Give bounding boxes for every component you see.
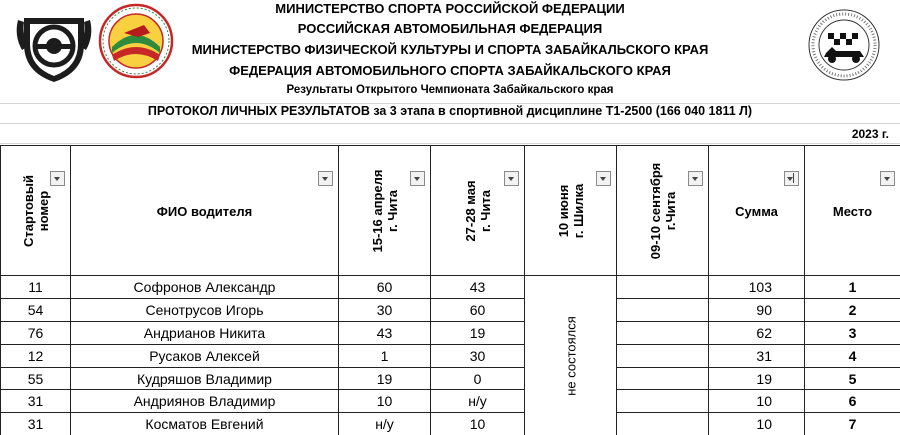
stage1-cell: 43 xyxy=(339,321,431,344)
sum-cell: 90 xyxy=(709,298,805,321)
column-header-name xyxy=(71,146,339,276)
start-number-cell: 54 xyxy=(1,298,71,321)
place-cell: 1 xyxy=(805,276,900,299)
place-label: Место xyxy=(832,204,873,219)
start-number-cell: 76 xyxy=(1,321,71,344)
stage1-cell: 60 xyxy=(339,276,431,299)
column-header-stage1 xyxy=(339,146,431,276)
place-cell: 4 xyxy=(805,344,900,367)
filter-dropdown-icon[interactable] xyxy=(410,171,425,186)
table-row xyxy=(1,276,900,299)
stage3-label: 10 июня г. Шилка xyxy=(555,183,586,238)
sum-cell: 103 xyxy=(709,276,805,299)
place-cell: 5 xyxy=(805,367,900,390)
column-header-start-number xyxy=(1,146,71,276)
header-ministry-sport: МИНИСТЕРСТВО СПОРТА РОССИЙСКОЙ ФЕДЕРАЦИИ xyxy=(275,1,625,16)
driver-name-cell: Софронов Александр xyxy=(71,276,339,299)
start-number-cell: 55 xyxy=(1,367,71,390)
place-cell: 6 xyxy=(805,390,900,413)
table-row xyxy=(1,367,900,390)
column-header-stage4 xyxy=(617,146,709,276)
stage3-cancelled-cell xyxy=(525,276,617,435)
driver-name-cell: Кудряшов Владимир xyxy=(71,367,339,390)
name-label: ФИО водителя xyxy=(156,204,253,219)
stage1-cell: 10 xyxy=(339,390,431,413)
stage1-cell: 1 xyxy=(339,344,431,367)
stage2-cell: 0 xyxy=(431,367,525,390)
table-row xyxy=(1,390,900,413)
stage2-cell: 19 xyxy=(431,321,525,344)
column-header-stage3 xyxy=(525,146,617,276)
start-number-label: Стартовый номер xyxy=(20,174,51,247)
sum-cell: 62 xyxy=(709,321,805,344)
stage4-cell xyxy=(617,413,709,435)
table-row xyxy=(1,344,900,367)
column-header-place xyxy=(805,146,900,276)
sum-label: Сумма xyxy=(735,204,778,219)
gridline xyxy=(0,143,900,144)
place-cell: 7 xyxy=(805,413,900,435)
gridline xyxy=(0,103,900,104)
filter-dropdown-icon[interactable] xyxy=(504,171,519,186)
stage1-cell: 19 xyxy=(339,367,431,390)
column-header-stage2 xyxy=(431,146,525,276)
stage4-cell xyxy=(617,390,709,413)
stage2-cell: 60 xyxy=(431,298,525,321)
driver-name-cell: Русаков Алексей xyxy=(71,344,339,367)
driver-name-cell: Сенотрусов Игорь xyxy=(71,298,339,321)
header-raf: РОССИЙСКАЯ АВТОМОБИЛЬНАЯ ФЕДЕРАЦИЯ xyxy=(297,21,603,36)
stage1-cell: 30 xyxy=(339,298,431,321)
start-number-cell: 12 xyxy=(1,344,71,367)
stage4-label: 09-10 сентября г.Чита xyxy=(647,162,678,259)
column-header-sum xyxy=(709,146,805,276)
stage2-cell: 43 xyxy=(431,276,525,299)
stage2-cell: н/у xyxy=(431,390,525,413)
sum-cell: 10 xyxy=(709,390,805,413)
driver-name-cell: Косматов Евгений xyxy=(71,413,339,435)
gridline xyxy=(0,123,900,124)
start-number-cell: 31 xyxy=(1,413,71,435)
place-cell: 2 xyxy=(805,298,900,321)
place-cell: 3 xyxy=(805,321,900,344)
start-number-cell: 31 xyxy=(1,390,71,413)
stage4-cell xyxy=(617,367,709,390)
driver-name-cell: Андриянов Владимир xyxy=(71,390,339,413)
stage4-cell xyxy=(617,344,709,367)
sort-dropdown-icon[interactable] xyxy=(784,171,799,186)
stage1-label: 15-16 апреля г. Чита xyxy=(369,169,400,252)
filter-dropdown-icon[interactable] xyxy=(50,171,65,186)
stage2-label: 27-28 мая г. Чита xyxy=(462,179,493,242)
table-row xyxy=(1,298,900,321)
filter-dropdown-icon[interactable] xyxy=(880,171,895,186)
filter-dropdown-icon[interactable] xyxy=(596,171,611,186)
results-subtitle: Результаты Открытого Чемпионата Забайкальского края xyxy=(286,84,614,96)
stage2-cell: 30 xyxy=(431,344,525,367)
header-row xyxy=(1,146,900,276)
sum-cell: 19 xyxy=(709,367,805,390)
results-table xyxy=(0,145,900,435)
stage1-cell: н/у xyxy=(339,413,431,435)
filter-dropdown-icon[interactable] xyxy=(688,171,703,186)
table-row xyxy=(1,321,900,344)
protocol-title: ПРОТОКОЛ ЛИЧНЫХ РЕЗУЛЬТАТОВ за 3 этапа в спортивной дисциплине Т1-2500 (166 040 1811 Л) xyxy=(147,104,753,118)
header-regional-ministry: МИНИСТЕРСТВО ФИЗИЧЕСКОЙ КУЛЬТУРЫ И СПОРТА ЗАБАЙКАЛЬСКОГО КРАЯ xyxy=(191,42,709,57)
header-regional-federation: ФЕДЕРАЦИЯ АВТОМОБИЛЬНОГО СПОРТА ЗАБАЙКАЛЬСКОГО КРАЯ xyxy=(229,63,671,78)
cancelled-note: не состоялся xyxy=(563,315,578,396)
filter-dropdown-icon[interactable] xyxy=(318,171,333,186)
sum-cell: 10 xyxy=(709,413,805,435)
stage4-cell xyxy=(617,298,709,321)
stage2-cell: 10 xyxy=(431,413,525,435)
driver-name-cell: Андрианов Никита xyxy=(71,321,339,344)
stage4-cell xyxy=(617,321,709,344)
table-row xyxy=(1,413,900,435)
sum-cell: 31 xyxy=(709,344,805,367)
start-number-cell: 11 xyxy=(1,276,71,299)
year-label: 2023 г. xyxy=(851,127,889,141)
stage4-cell xyxy=(617,276,709,299)
